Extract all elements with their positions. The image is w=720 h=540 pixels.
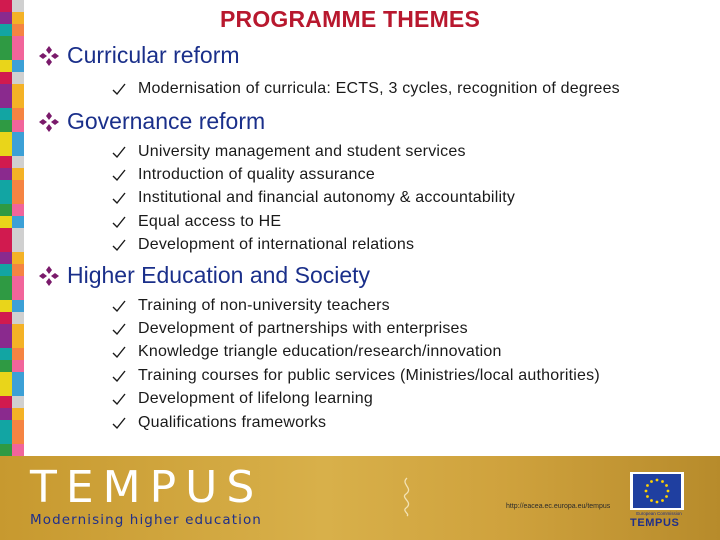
mosaic-tile: [0, 408, 12, 420]
section-higher-education-society: [38, 262, 370, 289]
mosaic-tile: [12, 336, 24, 348]
eu-star: [665, 495, 668, 498]
item-text: Introduction of quality assurance: [138, 166, 375, 184]
governance-items-list: [112, 140, 515, 257]
mosaic-tile: [12, 156, 24, 168]
section-governance-reform: [38, 108, 265, 135]
mosaic-tile: [12, 36, 24, 48]
tempus-logo: TEMPUS: [30, 462, 264, 513]
item-text: Development of international relations: [138, 236, 415, 254]
list-item: [112, 140, 515, 163]
mosaic-tile: [0, 420, 12, 432]
list-item: [112, 364, 600, 387]
footer-banner: [0, 456, 720, 540]
mosaic-tile: [0, 372, 12, 384]
list-item: [112, 187, 515, 210]
mosaic-tile: [0, 192, 12, 204]
mosaic-tile: [12, 144, 24, 156]
color-mosaic-strip: [0, 0, 24, 456]
list-item: [112, 210, 515, 233]
mosaic-tile: [12, 216, 24, 228]
mosaic-tile: [12, 276, 24, 288]
mosaic-tile: [12, 312, 24, 324]
mosaic-tile: [12, 96, 24, 108]
mosaic-tile: [12, 168, 24, 180]
eu-caption: European Commission: [636, 511, 682, 516]
item-text: Modernisation of curricula: ECTS, 3 cycles, recognition of degrees: [138, 79, 620, 97]
mosaic-tile: [0, 348, 12, 360]
mosaic-tile: [0, 384, 12, 396]
section-title: Curricular reform: [67, 42, 240, 68]
checkmark-icon: [112, 416, 126, 430]
section-title: Higher Education and Society: [67, 262, 371, 288]
diamond-bullet-icon: [38, 111, 60, 133]
item-text: University management and student services: [138, 142, 466, 160]
checkmark-icon: [112, 299, 126, 313]
mosaic-tile: [12, 228, 24, 240]
mosaic-tile: [0, 84, 12, 96]
mosaic-tile: [0, 60, 12, 72]
checkmark-icon: [112, 82, 126, 96]
mosaic-tile: [12, 372, 24, 384]
mosaic-tile: [12, 192, 24, 204]
item-text: Equal access to HE: [138, 212, 282, 230]
mosaic-tile: [0, 288, 12, 300]
mosaic-tile: [0, 72, 12, 84]
eu-star: [667, 490, 670, 493]
mosaic-tile: [0, 96, 12, 108]
mosaic-tile: [0, 168, 12, 180]
mosaic-tile: [0, 108, 12, 120]
mosaic-tile: [0, 120, 12, 132]
mosaic-tile: [12, 384, 24, 396]
item-text: Training of non-university teachers: [138, 296, 390, 314]
section-curricular-reform: [38, 42, 240, 69]
mosaic-tile: [12, 60, 24, 72]
society-items-list: [112, 294, 600, 434]
eu-star: [656, 479, 659, 482]
checkmark-icon: [112, 191, 126, 205]
curricular-items-list: [112, 77, 620, 100]
list-item: [112, 234, 515, 257]
mosaic-tile: [0, 216, 12, 228]
mosaic-tile: [12, 324, 24, 336]
list-item: [112, 77, 620, 100]
eu-star: [646, 495, 649, 498]
swirl-icon: [396, 476, 418, 518]
mosaic-tile: [0, 336, 12, 348]
mosaic-tile: [0, 240, 12, 252]
mosaic-tile: [12, 48, 24, 60]
checkmark-icon: [112, 322, 126, 336]
tempus-small-logo: TEMPUS: [630, 517, 680, 529]
mosaic-tile: [0, 252, 12, 264]
mosaic-tile: [0, 228, 12, 240]
mosaic-tile: [12, 408, 24, 420]
mosaic-tile: [12, 288, 24, 300]
checkmark-icon: [112, 215, 126, 229]
checkmark-icon: [112, 345, 126, 359]
mosaic-tile: [12, 300, 24, 312]
mosaic-tile: [12, 132, 24, 144]
mosaic-tile: [0, 48, 12, 60]
list-item: [112, 388, 600, 411]
mosaic-tile: [12, 120, 24, 132]
eu-star: [656, 501, 659, 504]
item-text: Training courses for public services (Ministries/local authorities): [138, 366, 600, 384]
checkmark-icon: [112, 145, 126, 159]
eu-star: [661, 480, 664, 483]
eu-star: [661, 499, 664, 502]
item-text: Qualifications frameworks: [138, 413, 327, 431]
checkmark-icon: [112, 369, 126, 383]
mosaic-tile: [0, 360, 12, 372]
mosaic-tile: [12, 240, 24, 252]
mosaic-tile: [0, 300, 12, 312]
mosaic-tile: [0, 156, 12, 168]
mosaic-tile: [12, 420, 24, 432]
eu-star: [650, 499, 653, 502]
mosaic-tile: [12, 72, 24, 84]
mosaic-tile: [0, 36, 12, 48]
mosaic-tile: [0, 444, 12, 456]
item-text: Institutional and financial autonomy & accountability: [138, 189, 516, 207]
item-text: Knowledge triangle education/research/innovation: [138, 343, 502, 361]
mosaic-tile: [0, 396, 12, 408]
checkmark-icon: [112, 168, 126, 182]
eu-star: [645, 490, 648, 493]
item-text: Development of partnerships with enterprises: [138, 320, 468, 338]
mosaic-tile: [12, 252, 24, 264]
eu-star: [665, 484, 668, 487]
eu-flag-icon: [633, 474, 681, 508]
mosaic-tile: [12, 348, 24, 360]
mosaic-tile: [12, 264, 24, 276]
eu-star: [650, 480, 653, 483]
checkmark-icon: [112, 392, 126, 406]
mosaic-tile: [0, 204, 12, 216]
mosaic-tile: [0, 312, 12, 324]
mosaic-tile: [0, 132, 12, 144]
mosaic-tile: [12, 396, 24, 408]
section-title: Governance reform: [67, 108, 266, 134]
mosaic-tile: [0, 432, 12, 444]
mosaic-tile: [12, 444, 24, 456]
item-text: Development of lifelong learning: [138, 390, 373, 408]
mosaic-tile: [0, 324, 12, 336]
mosaic-tile: [12, 108, 24, 120]
footer-url-link[interactable]: http://eacea.ec.europa.eu/tempus: [506, 503, 611, 510]
mosaic-tile: [0, 264, 12, 276]
mosaic-tile: [12, 204, 24, 216]
list-item: [112, 317, 600, 340]
mosaic-tile: [12, 84, 24, 96]
mosaic-tile: [12, 360, 24, 372]
eu-star: [646, 484, 649, 487]
list-item: [112, 411, 600, 434]
mosaic-tile: [0, 180, 12, 192]
mosaic-tile: [12, 432, 24, 444]
list-item: [112, 341, 600, 364]
mosaic-tile: [0, 276, 12, 288]
checkmark-icon: [112, 238, 126, 252]
list-item: [112, 294, 600, 317]
diamond-bullet-icon: [38, 265, 60, 287]
tempus-tagline: Modernising higher education: [30, 512, 262, 528]
mosaic-tile: [12, 180, 24, 192]
mosaic-tile: [0, 144, 12, 156]
list-item: [112, 163, 515, 186]
slide-title: PROGRAMME THEMES: [219, 6, 481, 32]
diamond-bullet-icon: [38, 45, 60, 67]
